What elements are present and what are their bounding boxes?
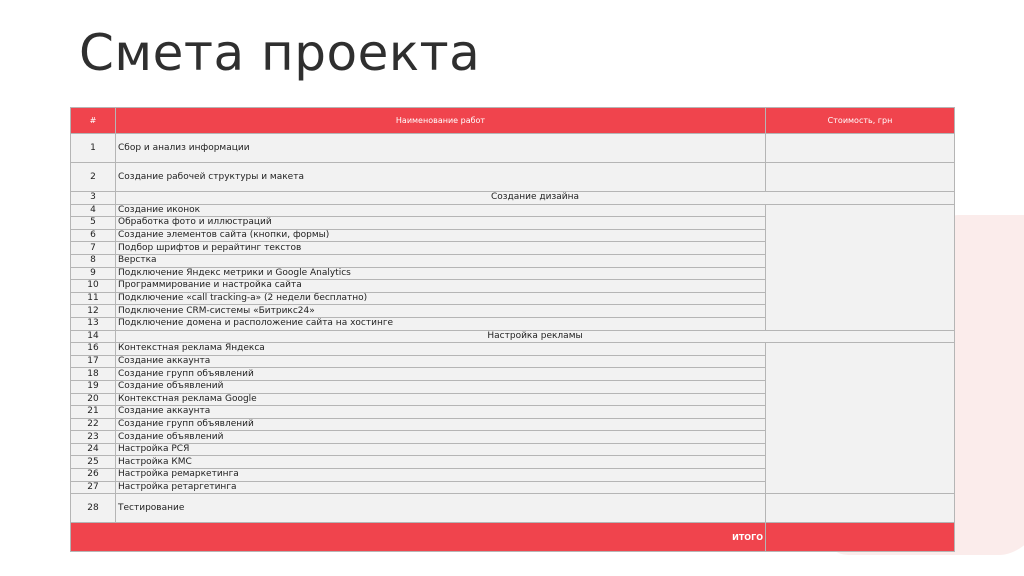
row-num: 1	[71, 134, 116, 163]
header-name: Наименование работ	[116, 108, 766, 134]
row-name: Настройка ретаргетинга	[116, 481, 766, 494]
row-name: Сбор и анализ информации	[116, 134, 766, 163]
row-num: 4	[71, 204, 116, 217]
design-cost-cell	[766, 204, 955, 330]
row-cost	[766, 494, 955, 523]
row-name: Создание аккаунта	[116, 406, 766, 419]
row-num: 6	[71, 229, 116, 242]
row-num: 20	[71, 393, 116, 406]
row-num: 16	[71, 343, 116, 356]
row-num: 7	[71, 242, 116, 255]
total-label: ИТОГО	[71, 523, 766, 552]
row-name: Подбор шрифтов и рерайтинг текстов	[116, 242, 766, 255]
row-num: 27	[71, 481, 116, 494]
row-num: 10	[71, 280, 116, 293]
row-name: Настройка ремаркетинга	[116, 469, 766, 482]
header-num: #	[71, 108, 116, 134]
row-num: 23	[71, 431, 116, 444]
row-name: Контекстная реклама Google	[116, 393, 766, 406]
row-name: Создание объявлений	[116, 431, 766, 444]
total-row	[71, 523, 955, 552]
row-num: 11	[71, 292, 116, 305]
row-name: Настройка КМС	[116, 456, 766, 469]
page-title: Смета проекта	[79, 24, 481, 82]
total-cost	[766, 523, 955, 552]
row-name: Настройка РСЯ	[116, 443, 766, 456]
row-cost	[766, 134, 955, 163]
table-row	[71, 343, 955, 356]
section-row-advertising	[71, 330, 955, 343]
row-num: 22	[71, 418, 116, 431]
row-num: 18	[71, 368, 116, 381]
row-name: Обработка фото и иллюстраций	[116, 217, 766, 230]
row-num: 21	[71, 406, 116, 419]
row-name: Создание иконок	[116, 204, 766, 217]
row-num: 13	[71, 317, 116, 330]
row-name: Подключение Яндекс метрики и Google Analytics	[116, 267, 766, 280]
row-num: 28	[71, 494, 116, 523]
row-name: Создание аккаунта	[116, 355, 766, 368]
row-name: Программирование и настройка сайта	[116, 280, 766, 293]
row-num: 19	[71, 380, 116, 393]
row-name: Подключение CRM-системы «Битрикс24»	[116, 305, 766, 318]
row-num: 25	[71, 456, 116, 469]
row-name: Подключение домена и расположение сайта на хостинге	[116, 317, 766, 330]
row-num: 24	[71, 443, 116, 456]
row-num: 12	[71, 305, 116, 318]
header-cost: Стоимость, грн	[766, 108, 955, 134]
estimate-table	[70, 107, 955, 552]
row-num: 3	[71, 192, 116, 205]
row-name: Подключение «call tracking-а» (2 недели бесплатно)	[116, 292, 766, 305]
row-num: 9	[71, 267, 116, 280]
row-name: Верстка	[116, 254, 766, 267]
table-row	[71, 494, 955, 523]
table-header-row	[71, 108, 955, 134]
row-name: Создание рабочей структуры и макета	[116, 163, 766, 192]
row-name: Создание объявлений	[116, 380, 766, 393]
row-name: Тестирование	[116, 494, 766, 523]
section-title: Создание дизайна	[116, 192, 955, 205]
row-num: 14	[71, 330, 116, 343]
table-row	[71, 204, 955, 217]
row-cost	[766, 163, 955, 192]
row-num: 26	[71, 469, 116, 482]
row-name: Контекстная реклама Яндекса	[116, 343, 766, 356]
row-name: Создание групп объявлений	[116, 418, 766, 431]
section-title: Настройка рекламы	[116, 330, 955, 343]
advertising-cost-cell	[766, 343, 955, 494]
table-row	[71, 163, 955, 192]
row-num: 2	[71, 163, 116, 192]
row-name: Создание элементов сайта (кнопки, формы)	[116, 229, 766, 242]
row-num: 5	[71, 217, 116, 230]
section-row-design	[71, 192, 955, 205]
row-num: 17	[71, 355, 116, 368]
row-num: 8	[71, 254, 116, 267]
table-row	[71, 134, 955, 163]
row-name: Создание групп объявлений	[116, 368, 766, 381]
